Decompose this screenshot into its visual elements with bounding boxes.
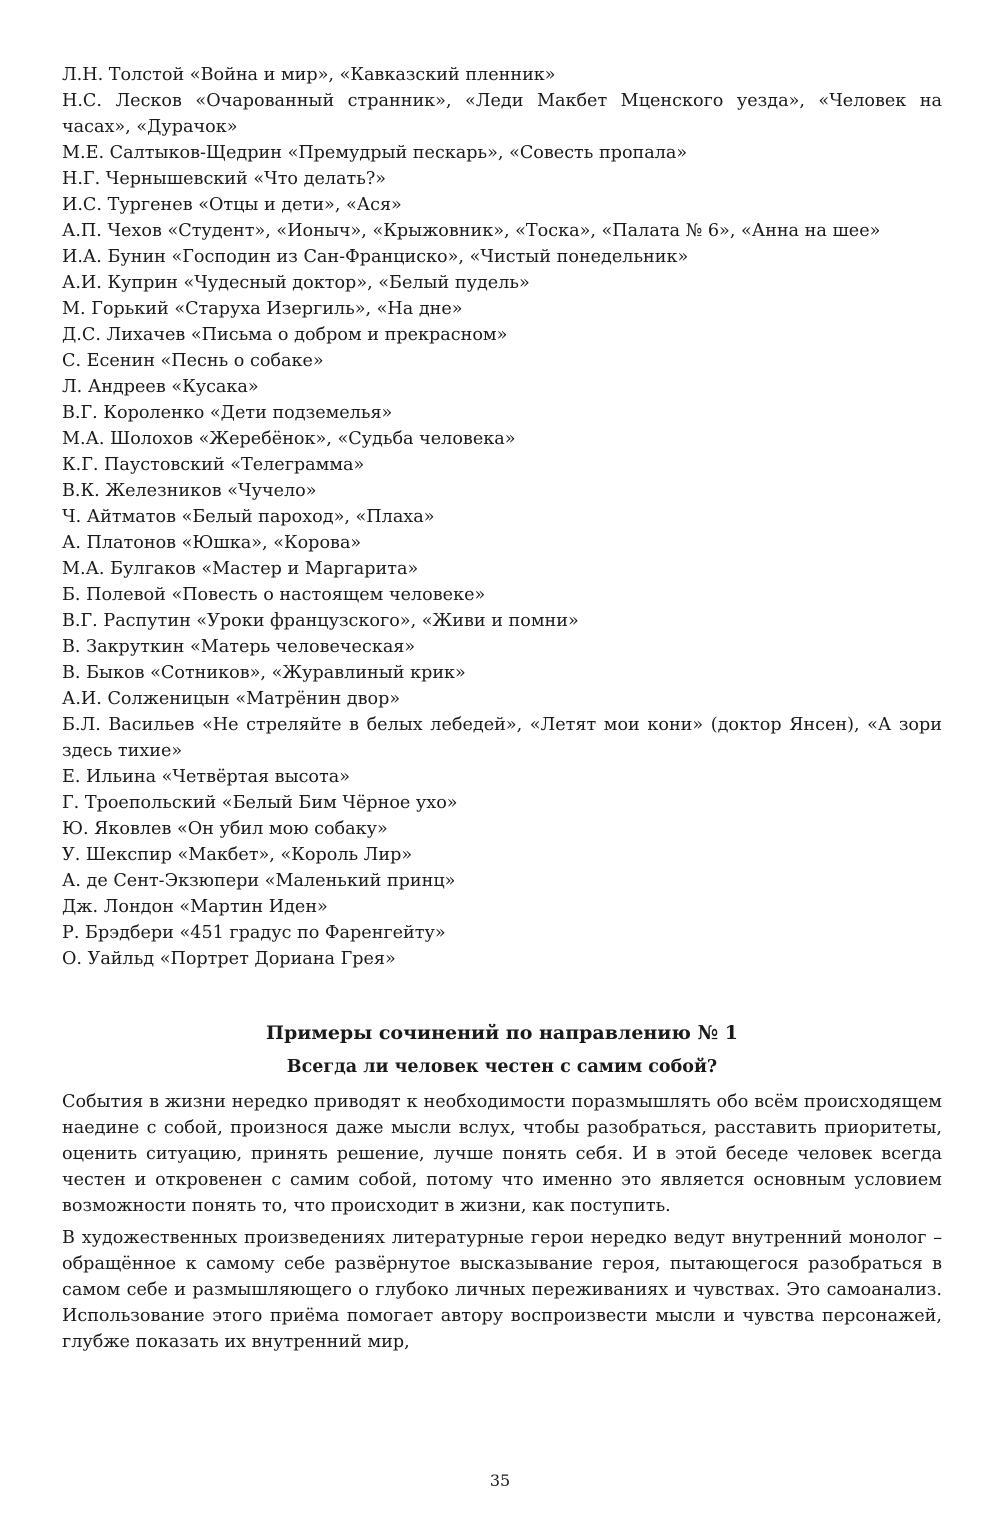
list-item: Н.С. Лесков «Очарованный странник», «Леди Макбет Мценского уезда», «Человек на часах», «Дурачок» <box>62 91 942 137</box>
list-item: Р. Брэдбери «451 градус по Фаренгейту» <box>62 923 446 943</box>
list-item: М.Е. Салтыков-Щедрин «Премудрый пескарь», «Совесть пропала» <box>62 143 688 163</box>
list-item: М. Горький «Старуха Изергиль», «На дне» <box>62 299 463 319</box>
list-item: У. Шекспир «Макбет», «Король Лир» <box>62 845 413 865</box>
list-item: М.А. Булгаков «Мастер и Маргарита» <box>62 559 419 579</box>
list-item: Л.Н. Толстой «Война и мир», «Кавказский пленник» <box>62 65 556 85</box>
list-item: М.А. Шолохов «Жеребёнок», «Судьба человека» <box>62 429 516 449</box>
list-item: В.Г. Короленко «Дети подземелья» <box>62 403 393 423</box>
list-item: Ю. Яковлев «Он убил мою собаку» <box>62 819 388 839</box>
list-item: Ч. Айтматов «Белый пароход», «Плаха» <box>62 507 435 527</box>
page-number: 35 <box>489 1471 511 1490</box>
list-item: А.И. Куприн «Чудесный доктор», «Белый пудель» <box>62 273 530 293</box>
list-item: И.А. Бунин «Господин из Сан-Франциско», «Чистый понедельник» <box>62 247 689 267</box>
essay-title: Всегда ли человек честен с самим собой? <box>286 1057 718 1077</box>
section-title: Примеры сочинений по направлению № 1 <box>266 1022 738 1044</box>
list-item: В. Закруткин «Матерь человеческая» <box>62 637 416 657</box>
list-item: Г. Троепольский «Белый Бим Чёрное ухо» <box>62 793 458 813</box>
list-item: Л. Андреев «Кусака» <box>62 377 259 397</box>
list-item: Дж. Лондон «Мартин Иден» <box>62 897 328 917</box>
list-item: Н.Г. Чернышевский «Что делать?» <box>62 169 387 189</box>
list-item: Е. Ильина «Четвёртая высота» <box>62 767 351 787</box>
list-item: А. Платонов «Юшка», «Корова» <box>62 533 362 553</box>
list-item: Б. Полевой «Повесть о настоящем человеке» <box>62 585 486 605</box>
list-item: А. де Сент-Экзюпери «Маленький принц» <box>62 871 456 891</box>
list-item: Д.С. Лихачев «Письма о добром и прекрасном» <box>62 325 508 345</box>
list-item: А.П. Чехов «Студент», «Ионыч», «Крыжовник», «Тоска», «Палата № 6», «Анна на шее» <box>62 221 881 241</box>
list-item: К.Г. Паустовский «Телеграмма» <box>62 455 365 475</box>
list-item: В.Г. Распутин «Уроки французского», «Живи и помни» <box>62 611 579 631</box>
list-item: В.К. Железников «Чучело» <box>62 481 317 501</box>
page-content <box>62 62 942 1361</box>
works-list <box>62 62 942 972</box>
list-item: С. Есенин «Песнь о собаке» <box>62 351 324 371</box>
list-item: И.С. Тургенев «Отцы и дети», «Ася» <box>62 195 402 215</box>
list-item: Б.Л. Васильев «Не стреляйте в белых лебедей», «Летят мои кони» (доктор Янсен), «А зори здесь тихие» <box>62 715 942 761</box>
paragraph: События в жизни нередко приводят к необходимости поразмышлять обо всём происходящем наедине с собой, произнося даже мысли вслух, чтобы разобраться, расставить приоритеты, оценить ситуацию, принять решение, лучше понять себя. И в этой беседе человек всегда честен и откровенен с самим собой, потому что именно это является основным условием возможности понять то, что происходит в жизни, как поступить. <box>62 1092 942 1216</box>
list-item: А.И. Солженицын «Матрёнин двор» <box>62 689 401 709</box>
essay-body <box>62 1089 942 1355</box>
list-item: О. Уайльд «Портрет Дориана Грея» <box>62 949 396 969</box>
paragraph: В художественных произведениях литературные герои нередко ведут внутренний монолог – обращённое к самому себе развёрнутое высказывание героя, пытающегося разобраться в самом себе и размышляющего о глубоко личных переживаниях и чувствах. Это самоанализ. Использование этого приёма помогает автору воспроизвести мысли и чувства персонажей, глубже показать их внутренний мир, <box>62 1228 942 1352</box>
list-item: В. Быков «Сотников», «Журавлиный крик» <box>62 663 466 683</box>
